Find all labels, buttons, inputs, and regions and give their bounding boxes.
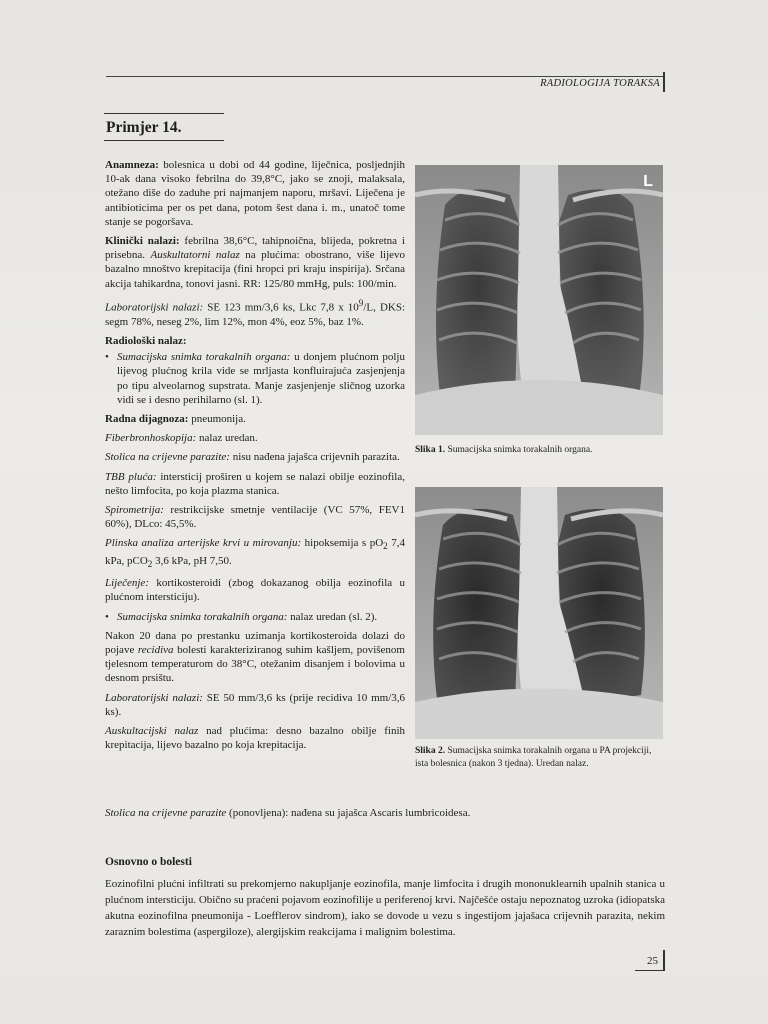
auskult-text: nad plućima: desno bazalno obilje finih krepitacija, lijevo bazalno po koja krepitacija. [105,724,405,752]
radioloski-heading [105,334,405,348]
plinska-sub-2: 2 [147,558,153,569]
auskult-label: Auskultacijski nalaz [105,724,199,737]
figure-1-label: Slika 1. [415,445,446,455]
section-rule-bottom [104,140,224,141]
case-text-column [105,158,405,757]
basic-section-title: Osnovno o bolesti [105,856,192,868]
snimka2-text: nalaz uredan (sl. 2). [287,610,378,623]
lab1-paragraph [105,296,405,329]
xray-graphic-1 [415,165,663,435]
plinska-paragraph [105,536,405,571]
basic-section-text: Eozinofilni plućni infiltrati su prekomjerno nakupljanje eozinofila, manje limfocita i drugih mononuklearnih upalnih stanica u plućnom intersticiju. Obično su praćeni pojavom eozinofilije u periferenoj krvi. Najčešće ostaju nepoznatog uzroka (idiopatska akutna eozinofilna pneumonija - Loefflerov sindrom), iako se dovode u vezu s ingestijom jajašaca crijevnih parazita, nekim zaraznim bolestima (aspergiloze), alergijskim reakcijama i malignim bolestima. [105,878,665,938]
radioloski-bullet-italic: Sumacijska snimka torakalnih organa: [117,351,291,364]
klinicki-paragraph [105,234,405,291]
lab1-sup: 9 [358,297,364,308]
spiro-paragraph [105,503,405,531]
fiber-label: Fiberbronhoskopija: [105,432,197,445]
stolica1-paragraph [105,450,405,464]
klinicki-text-2: na plućima: obostrano, više lijevo bazalno mnoštvo krepitacija (fini hropci pri kraju inspirija). Srčana akcija tahikardna, tonovi jasni. RR: 125/80 mmHg, puls: 100/min. [105,249,406,290]
klinicki-text-1: febrilna 38,6°C, tahipnoična, blijeda, pokretna i prisebna. [105,235,405,262]
figure-2-text: Sumacijska snimka torakalnih organa u PA projekciji, ista bolesnica (nakon 3 tjedna). Uredan nalaz. [415,746,652,769]
figure-2-caption [415,745,665,770]
xray-image-1 [415,165,663,435]
lab1-text-b: /L, DKS: segm 78%, neseg 2%, lim 12%, mon 4%, eoz 5%, baz 1%. [105,301,406,328]
bullet-icon: • [105,351,109,364]
lijecenje-paragraph [105,576,405,604]
nakon-italic: recidiva [137,643,174,656]
lab1-text-a: SE 123 mm/3,6 ks, Lkc 7,8 x 10 [203,301,359,314]
nakon-text-1: Nakon 20 dana po prestanku uzimanja kortikosteroida dolazi do pojave [105,629,405,656]
stolica2-paragraph [105,806,665,820]
stolica2-label: Stolica na crijevne parazite [105,807,227,819]
anamneza-text: bolesnica u dobi od 44 godine, liječnica, posljednjih 10-ak dana visoko febrilna do 39,8°C, jako se znoji, malaksala, otežano diše do zaduhe pri najmanjem naporu, mršavi. Liječena je antibioticima per os pet dana, potom šest dana i. m., unatoč tome stanje se pogoršava. [105,159,405,228]
nakon-paragraph [105,629,405,686]
figure-2-label: Slika 2. [415,746,446,756]
dijagnoza-text: pneumonija. [188,412,246,425]
plinska-text-3: 3,6 kPa, pH 7,50. [152,554,232,567]
nakon-text-2: bolesti karakteriziranog suhim kašljem, povišenom tjelesnom temperaturom do 38°C, otežanim disanjem i bolovima u desnom prsištu. [105,643,405,685]
anamneza-label: Anamneza: [105,159,159,171]
snimka2-bullet [105,610,405,624]
radioloski-label: Radiološki nalaz: [105,334,187,347]
header-rule [106,76,664,77]
running-head-bar [663,72,665,92]
section-title: Primjer 14. [106,119,182,136]
tbb-paragraph [105,470,405,498]
tbb-label: TBB pluća: [105,470,157,483]
auskult-paragraph [105,724,405,752]
fiber-paragraph [105,431,405,445]
page-number: 25 [647,955,658,967]
stolica2-text: (ponovljena): nađena su jajašca Ascaris lumbricoidesa. [226,807,471,819]
plinska-text-1: hipoksemija s pO [301,537,384,550]
lab1-label: Laboratorijski nalazi: [105,301,204,314]
lab2-text: SE 50 mm/3,6 ks (prije recidiva 10 mm/3,6 ks). [105,691,405,718]
figure-1-text: Sumacijska snimka torakalnih organa. [445,445,593,455]
spiro-label: Spirometrija: [105,503,164,516]
plinska-label: Plinska analiza arterijske krvi u mirovanju: [105,537,302,550]
lijecenje-label: Liječenje: [105,577,149,590]
snimka2-italic: Sumacijska snimka torakalnih organa: [117,610,288,623]
anamneza-paragraph [105,158,405,229]
lab2-label: Laboratorijski nalazi: [105,691,203,704]
lab2-paragraph [105,691,405,719]
klinicki-italic: Auskultatorni nalaz [150,249,240,262]
plinska-text-2: 7,4 kPa, pCO [105,537,406,567]
spiro-text: restrikcijske smetnje ventilacije (VC 57%, FEV1 60%), DLco: 45,5%. [105,503,405,531]
xray-side-marker: L [643,173,653,190]
plinska-sub-1: 2 [383,541,388,552]
xray-graphic-2 [415,487,663,739]
running-head: RADIOLOGIJA TORAKSA [540,78,660,89]
section-rule-top [104,113,224,114]
stolica1-text: nisu nađena jajašca crijevnih parazita. [229,451,400,464]
radioloski-bullet-text: u donjem plućnom polju lijevog plućnog krila vide se mrljasta konfluirajuća zasjenjenja po tipu alveolarnog supstrata. Manje zasjenjenje sličnog uzorka vidi se i desno perihilarno (sl. 1). [117,351,405,406]
lijecenje-text: kortikosteroidi (zbog dokazanog obilja eozinofila u plućnom intersticiju). [105,577,405,604]
dijagnoza-paragraph [105,412,405,426]
dijagnoza-label: Radna dijagnoza: [105,412,189,425]
tbb-text: intersticij proširen u kojem se nalazi obilje eozinofila, nešto limfocita, po koja plazma stanica. [105,470,405,497]
stolica1-label: Stolica na crijevne parazite: [105,451,230,464]
figure-1-caption [415,444,665,457]
xray-image-2 [415,487,663,739]
page-number-bar [663,950,665,971]
fiber-text: nalaz uredan. [196,432,258,445]
radioloski-bullet [105,350,405,407]
bullet-icon: • [105,610,109,623]
klinicki-label: Klinički nalazi: [105,235,180,248]
page-number-rule [635,970,663,971]
